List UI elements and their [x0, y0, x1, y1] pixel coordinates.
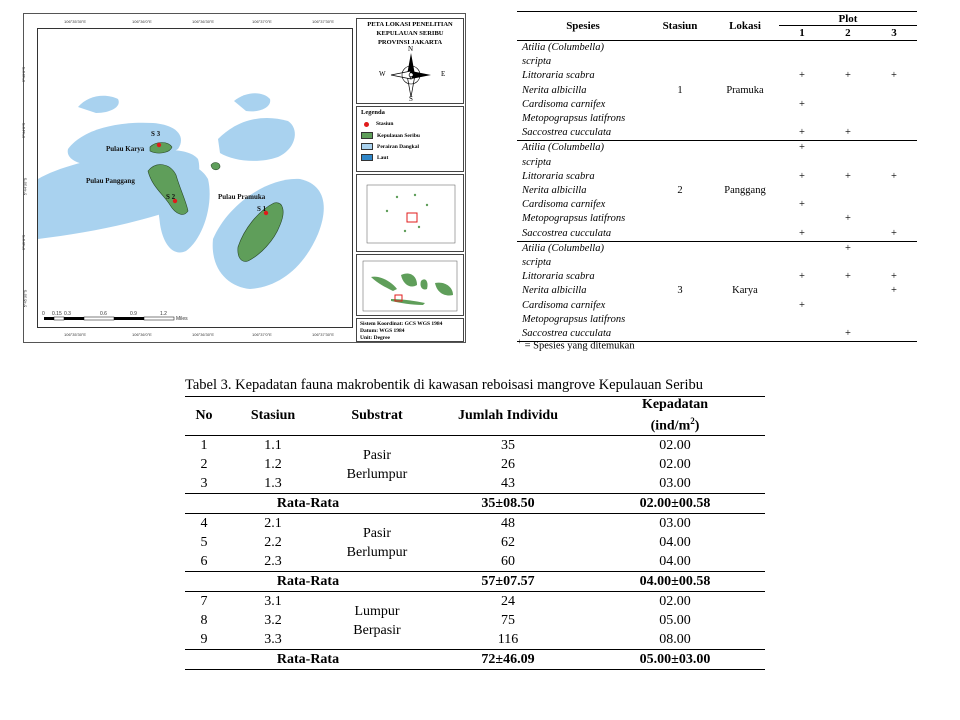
lat-label-left: 5°45'30"S	[22, 289, 28, 308]
species-name: scripta	[522, 56, 552, 68]
place-label-pramuka: Pulau Pramuka	[218, 193, 266, 201]
map-title-line: PETA LOKASI PENELITIAN	[367, 21, 453, 28]
station-code: 3.2	[264, 613, 282, 628]
species-name: Littoraria scabra	[522, 271, 595, 283]
station-code: 1.2	[264, 457, 282, 472]
density-value: 03.00	[659, 516, 691, 531]
station-code: 1.1	[264, 438, 282, 453]
density-value: 08.00	[659, 632, 691, 647]
plot-presence	[779, 184, 825, 198]
footnote-text: = Spesies yang ditemukan	[521, 340, 635, 352]
species-table-body	[517, 41, 917, 342]
density-value: 03.00	[659, 476, 691, 491]
shallow-water-top	[78, 96, 119, 113]
substrate-line: Berlumpur	[346, 466, 408, 482]
map-title-box	[356, 18, 464, 104]
header-location: Lokasi	[711, 12, 779, 41]
plot-presence	[871, 141, 917, 156]
plot-presence	[825, 313, 871, 327]
header-no: No	[195, 408, 213, 423]
plot-presence	[871, 84, 917, 98]
station-number: 1	[677, 84, 683, 96]
map-frame	[37, 28, 353, 328]
legend-item-shallow	[361, 143, 419, 150]
species-name: Cardisoma carnifex	[522, 199, 606, 211]
scale-label: 0.9	[130, 311, 137, 317]
lon-label-bottom: 106°37'0"E	[252, 332, 272, 337]
species-name: scripta	[522, 156, 552, 168]
density-value: 04.00	[659, 554, 691, 569]
plot-presence: +	[799, 170, 805, 182]
header-plot-2: 2	[825, 26, 871, 41]
average-label: Rata-Rata	[276, 574, 340, 589]
place-label-karya: Pulau Karya	[106, 145, 145, 153]
plot-presence	[825, 299, 871, 313]
lon-label-bottom: 106°37'30"E	[312, 332, 335, 337]
compass-n: N	[408, 45, 414, 53]
plot-presence	[779, 112, 825, 126]
island-small	[211, 163, 220, 170]
density-row	[185, 630, 765, 650]
plot-presence: +	[799, 199, 805, 211]
row-number: 9	[200, 632, 208, 647]
plot-presence	[779, 41, 825, 56]
plot-presence: +	[844, 328, 851, 340]
lon-label-bottom: 106°36'30"E	[192, 332, 215, 337]
plot-presence	[825, 141, 871, 156]
header-jumlah: Jumlah Individu	[458, 408, 558, 423]
plot-presence	[779, 327, 825, 342]
plot-presence	[871, 126, 917, 141]
plot-presence: +	[844, 271, 851, 283]
header-plot-3: 3	[871, 26, 917, 41]
plot-presence	[871, 55, 917, 69]
substrate-type	[323, 592, 431, 650]
density-table-body	[185, 436, 765, 670]
map-title-line: KEPULAUAN SERIBU	[376, 30, 444, 37]
species-name: Saccostrea cucculata	[522, 227, 612, 239]
density-table-grid	[185, 396, 765, 670]
density-row	[185, 514, 765, 534]
row-number: 4	[200, 516, 208, 531]
plot-presence: +	[890, 285, 897, 297]
species-row	[517, 241, 917, 256]
row-number: 1	[200, 438, 208, 453]
plot-presence	[871, 313, 917, 327]
average-count: 72±46.09	[481, 652, 535, 667]
map-info-line: Datum: WGS 1984	[360, 327, 405, 334]
land-swatch	[361, 132, 373, 139]
station-label-s3: S 3	[151, 130, 161, 138]
study-area-map	[23, 13, 466, 343]
plot-presence: +	[799, 127, 805, 139]
species-name: Atilia (Columbella)	[522, 242, 604, 254]
individual-count: 24	[501, 594, 515, 609]
inset-map-indonesia-canvas	[357, 255, 463, 315]
scale-label: 0	[42, 311, 45, 317]
row-number: 7	[200, 594, 208, 609]
plot-presence: +	[799, 227, 805, 239]
plot-presence	[825, 256, 871, 270]
map-title-line: PROVINSI JAKARTA	[377, 39, 443, 46]
plot-presence	[825, 41, 871, 56]
station-code: 2.3	[264, 554, 282, 569]
legend-label: Perairan Dangkal	[377, 143, 420, 150]
shallow-water-north	[218, 118, 295, 161]
species-table-grid	[517, 11, 917, 342]
map-info-line: Unit: Degree	[360, 334, 390, 341]
map-side-panel	[356, 18, 464, 340]
plot-presence: +	[799, 299, 805, 311]
lon-label-top: 106°36'0"E	[132, 19, 152, 24]
species-name: Atilia (Columbella)	[522, 142, 604, 154]
station-code: 1.3	[264, 476, 282, 491]
species-row	[517, 41, 917, 56]
header-kepadatan	[585, 397, 765, 436]
plot-presence	[871, 299, 917, 313]
density-row	[185, 474, 765, 494]
density-unit-sup: 2	[690, 416, 695, 427]
density-row	[185, 533, 765, 552]
plot-presence	[779, 84, 825, 98]
legend-item-station	[361, 121, 393, 127]
map-info-box	[356, 318, 464, 342]
lat-label-left: 5°44'30"S	[22, 177, 28, 196]
plot-presence: +	[844, 170, 851, 182]
substrate-line: Berlumpur	[346, 544, 408, 560]
plot-presence	[825, 55, 871, 69]
scale-unit: Miles	[176, 316, 188, 322]
header-plot: Plot	[779, 12, 917, 26]
plot-presence: +	[890, 170, 897, 182]
shallow-water-north-east	[234, 93, 270, 111]
average-count: 57±07.57	[481, 574, 535, 589]
plot-presence	[871, 327, 917, 342]
legend-label: Stasiun	[376, 121, 394, 127]
density-row	[185, 455, 765, 474]
plot-presence	[825, 156, 871, 170]
individual-count: 116	[497, 632, 519, 647]
density-value: 02.00	[659, 438, 691, 453]
density-value: 05.00	[659, 613, 691, 628]
plot-presence: +	[799, 142, 805, 154]
station-code: 3.1	[264, 594, 282, 609]
location-name: Pramuka	[726, 84, 764, 96]
header-species: Spesies	[517, 12, 649, 41]
inset-map-regional	[356, 174, 464, 252]
station-marker-s3	[157, 143, 161, 147]
header-kepadatan-line1: Kepadatan	[641, 397, 709, 413]
footnote-symbol: +	[517, 336, 522, 346]
plot-presence	[871, 212, 917, 226]
lon-label-top: 106°36'30"E	[192, 19, 215, 24]
species-name: Cardisoma carnifex	[522, 98, 606, 110]
species-name: Atilia (Columbella)	[522, 42, 604, 53]
average-row	[185, 572, 765, 592]
header-kepadatan-line2	[585, 413, 765, 435]
legend-title: Legenda	[361, 109, 385, 116]
substrate-line: Pasir	[363, 447, 391, 463]
station-code: 3.3	[264, 632, 282, 647]
plot-presence	[871, 184, 917, 198]
plot-presence	[779, 55, 825, 69]
header-substrat: Substrat	[351, 408, 403, 423]
density-value: 04.00	[659, 535, 691, 550]
lon-label-top: 106°35'30"E	[64, 19, 87, 24]
species-table-footnote	[517, 336, 635, 352]
average-count: 35±08.50	[481, 496, 535, 511]
plot-presence	[871, 98, 917, 112]
species-name: Cardisoma carnifex	[522, 299, 606, 311]
plot-presence	[825, 84, 871, 98]
lon-label-bottom: 106°36'0"E	[132, 332, 152, 337]
substrate-type	[323, 514, 431, 572]
row-number: 6	[200, 554, 208, 569]
average-density: 05.00±03.00	[639, 652, 711, 667]
species-name: Nerita albicilla	[522, 185, 587, 197]
plot-presence	[825, 98, 871, 112]
plot-presence: +	[844, 242, 851, 254]
individual-count: 26	[501, 457, 515, 472]
plot-presence	[779, 156, 825, 170]
density-row	[185, 592, 765, 612]
density-unit: (ind/m	[650, 418, 691, 434]
plot-presence: +	[799, 271, 805, 283]
species-name: Saccostrea cucculata	[522, 328, 612, 340]
lon-label-top: 106°37'30"E	[312, 19, 335, 24]
station-code: 2.1	[264, 516, 282, 531]
station-number: 3	[677, 285, 683, 297]
plot-presence: +	[844, 213, 851, 225]
density-row	[185, 436, 765, 456]
plot-presence	[871, 156, 917, 170]
header-stasiun: Stasiun	[250, 408, 296, 423]
plot-presence	[871, 198, 917, 212]
legend-label: Kepulauan Seribu	[377, 132, 420, 139]
inset-map-regional-canvas	[357, 175, 463, 251]
average-row	[185, 650, 765, 670]
plot-presence	[825, 284, 871, 298]
legend-label: Laut	[377, 154, 389, 161]
plot-presence	[825, 198, 871, 212]
species-name: Littoraria scabra	[522, 170, 595, 182]
substrate-line: Lumpur	[354, 603, 400, 619]
scale-label: 0.3	[64, 311, 71, 317]
density-value: 02.00	[659, 594, 691, 609]
average-label: Rata-Rata	[276, 652, 340, 667]
species-name: Metopograpsus latifrons	[522, 113, 626, 125]
plot-presence: +	[890, 70, 897, 82]
species-name: scripta	[522, 257, 552, 269]
average-density: 02.00±00.58	[639, 496, 711, 511]
species-name: Littoraria scabra	[522, 70, 595, 82]
density-table	[185, 396, 765, 670]
plot-presence	[871, 241, 917, 256]
header-station: Stasiun	[649, 12, 711, 41]
plot-presence: +	[844, 127, 851, 139]
species-name: Nerita albicilla	[522, 84, 587, 96]
plot-presence	[779, 313, 825, 327]
species-name: Nerita albicilla	[522, 285, 587, 297]
map-info-line: Sistem Koordinat: GCS WGS 1984	[360, 321, 443, 327]
legend-box	[356, 106, 464, 172]
lat-label-left: 5°43'0"S	[21, 66, 27, 83]
scale-label: 0.15	[52, 311, 62, 317]
plot-presence	[779, 212, 825, 226]
scale-bar	[44, 317, 174, 320]
compass-s: S	[409, 95, 413, 103]
inset-map-indonesia	[356, 254, 464, 316]
location-name: Panggang	[724, 185, 766, 197]
individual-count: 75	[501, 613, 515, 628]
species-name: Saccostrea cucculata	[522, 127, 612, 139]
location-name: Karya	[732, 285, 758, 297]
plot-presence	[871, 112, 917, 126]
plot-presence	[779, 256, 825, 270]
scale-label: 1.2	[160, 311, 167, 317]
individual-count: 48	[501, 516, 515, 531]
plot-presence	[871, 256, 917, 270]
plot-presence	[825, 112, 871, 126]
average-density: 04.00±00.58	[639, 574, 711, 589]
substrate-line: Pasir	[363, 525, 391, 541]
average-label: Rata-Rata	[276, 496, 340, 511]
row-number: 8	[200, 613, 208, 628]
legend-item-sea	[361, 154, 388, 161]
compass-w: W	[379, 70, 386, 78]
plot-presence: +	[799, 70, 805, 82]
station-code: 2.2	[264, 535, 282, 550]
plot-presence	[779, 241, 825, 256]
individual-count: 35	[501, 438, 515, 453]
station-label-s1: S 1	[257, 205, 267, 213]
row-number: 3	[200, 476, 208, 491]
row-number: 2	[200, 457, 208, 472]
table3-caption: Tabel 3. Kepadatan fauna makrobentik di kawasan reboisasi mangrove Kepulauan Seribu	[185, 377, 703, 393]
plot-presence: +	[799, 98, 805, 110]
species-table	[517, 11, 917, 342]
station-label-s2: S 2	[166, 193, 176, 201]
lat-label-left: 5°44'0"S	[21, 122, 27, 139]
lon-label-top: 106°37'0"E	[252, 19, 272, 24]
plot-presence	[779, 284, 825, 298]
lon-label-bottom: 106°35'30"E	[64, 332, 87, 337]
species-name: Metopograpsus latifrons	[522, 213, 626, 225]
sea-swatch	[361, 154, 373, 161]
substrate-type	[323, 436, 431, 494]
station-dot-icon	[364, 122, 369, 127]
row-number: 5	[200, 535, 208, 550]
plot-presence	[871, 41, 917, 56]
plot-presence: +	[890, 227, 897, 239]
individual-count: 60	[501, 554, 515, 569]
plot-presence: +	[890, 271, 897, 283]
individual-count: 43	[501, 476, 515, 491]
station-number: 2	[677, 185, 683, 197]
scale-label: 0.6	[100, 311, 107, 317]
species-name: Metopograpsus latifrons	[522, 313, 626, 325]
plot-presence	[825, 184, 871, 198]
header-plot-1: 1	[779, 26, 825, 41]
species-row	[517, 141, 917, 156]
compass-e: E	[441, 70, 446, 78]
individual-count: 62	[501, 535, 515, 550]
density-value: 02.00	[659, 457, 691, 472]
substrate-line: Berpasir	[353, 622, 401, 638]
place-label-panggang: Pulau Panggang	[86, 177, 135, 185]
legend-item-land	[361, 132, 420, 139]
density-row	[185, 552, 765, 572]
density-unit-end: )	[694, 418, 700, 434]
plot-presence: +	[844, 70, 851, 82]
density-row	[185, 611, 765, 630]
average-row	[185, 494, 765, 514]
plot-presence	[825, 227, 871, 242]
shallow-swatch	[361, 143, 373, 150]
lat-label-left: 5°45'0"S	[21, 234, 27, 251]
